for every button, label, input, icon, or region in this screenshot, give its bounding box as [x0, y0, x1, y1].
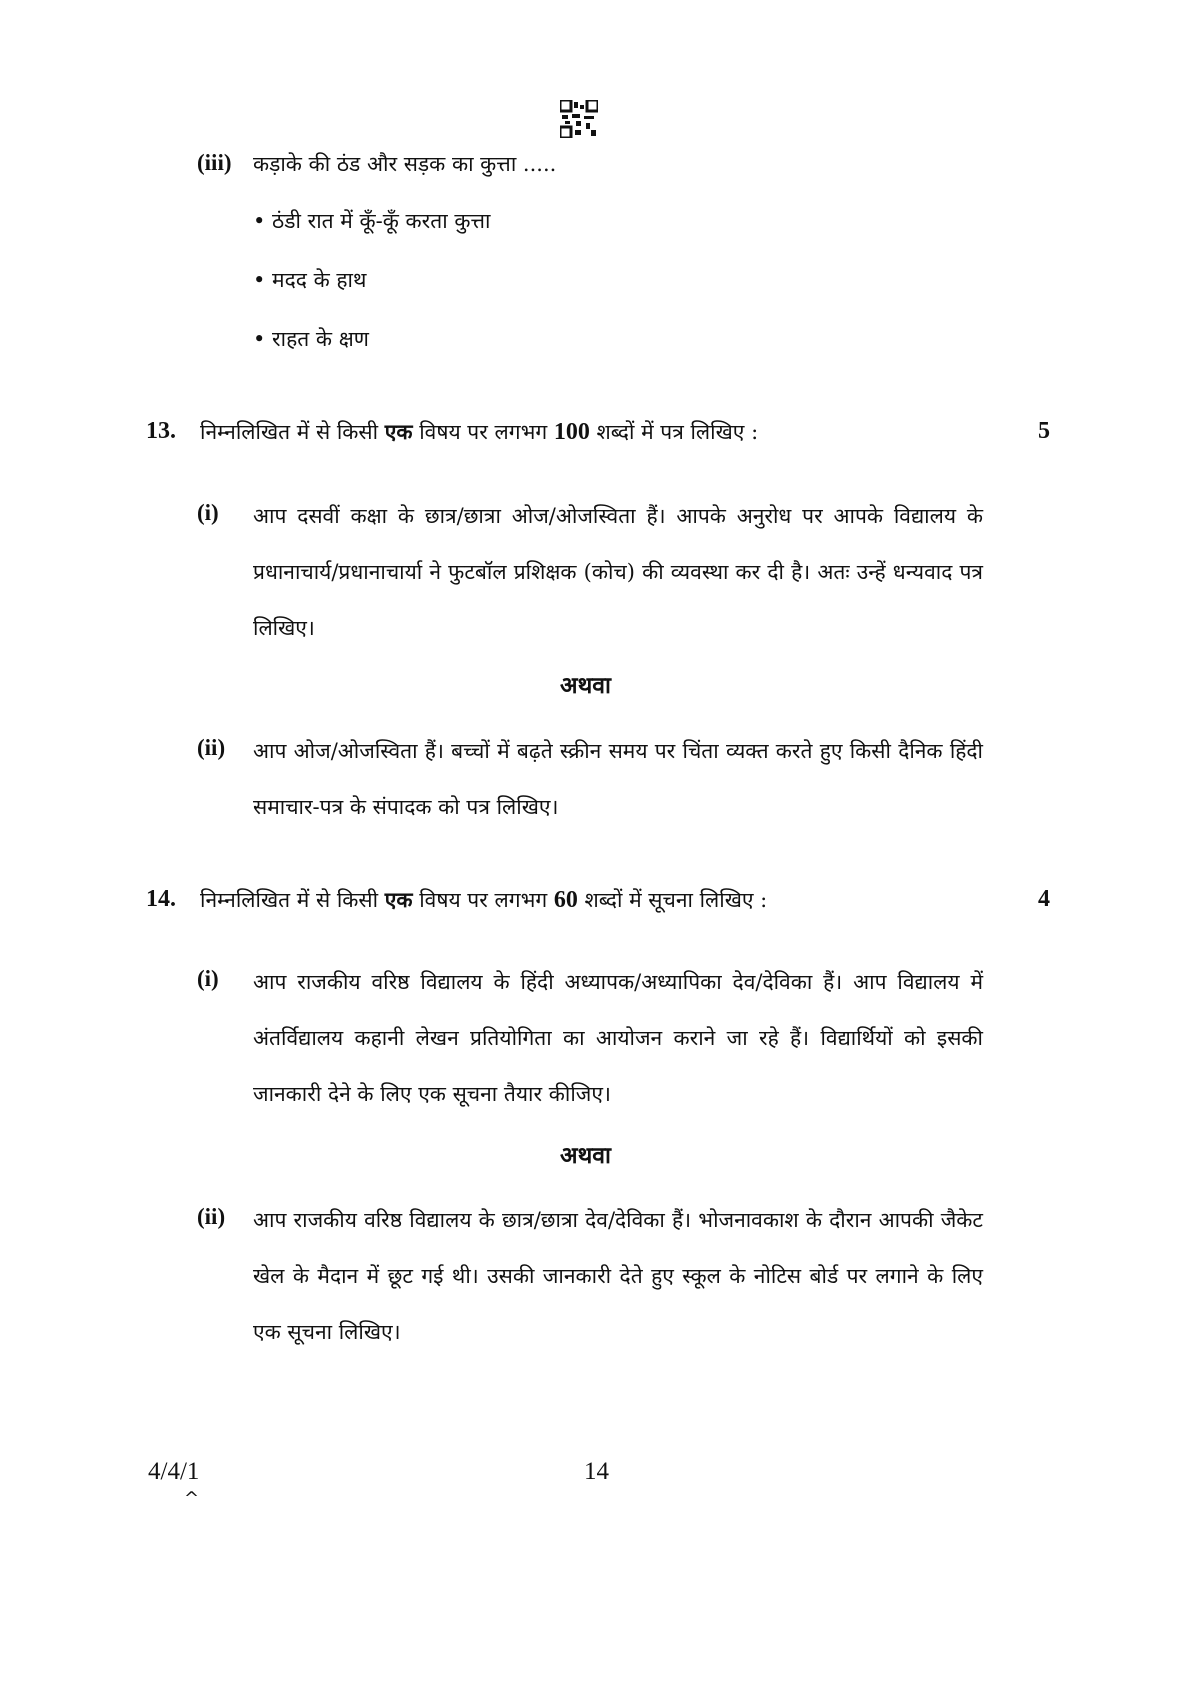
or-divider: अथवा [560, 673, 612, 698]
q13-option-text: आप ओज/ओजस्विता हैं। बच्चों में बढ़ते स्क्रीन समय पर चिंता व्यक्त करते हुए किसी दैनिक हिंदी समाचार-पत्र के संपादक को पत्र लिखिए। [253, 739, 983, 819]
prompt-bold: एक [384, 419, 413, 444]
q14-option-label: (ii) [197, 1204, 226, 1229]
word-count: 60 [553, 887, 578, 913]
q14-option-text: आप राजकीय वरिष्ठ विद्यालय के छात्र/छात्रा देव/देविका हैं। भोजनावकाश के दौरान आपकी जैकेट खेल के मैदान में छूट गई थी। उसकी जानकारी देते हुए स्कूल के नोटिस बोर्ड पर लगाने के लिए एक सूचना लिखिए। [253, 1208, 983, 1344]
word-count: 100 [553, 419, 590, 445]
qr-code-icon [560, 100, 598, 138]
q12-title: कड़ाके की ठंड और सड़क का कुत्ता ..... [253, 152, 557, 176]
prompt-part: विषय पर लगभग [419, 888, 548, 912]
q14-number: 14. [146, 886, 176, 912]
paper-code: 4/4/1 [148, 1458, 200, 1485]
q13-option-label: (ii) [197, 735, 226, 760]
prompt-part: निम्नलिखित में से किसी [200, 420, 379, 444]
q13-option-text: आप दसवीं कक्षा के छात्र/छात्रा ओज/ओजस्विता हैं। आपके अनुरोध पर आपके विद्यालय के प्रधानाचार्य/प्रधानाचार्या ने फुटबॉल प्रशिक्षक (कोच) की व्यवस्था कर दी है। अतः उन्हें धन्यवाद पत्र लिखिए। [253, 504, 983, 640]
q13-marks: 5 [1038, 418, 1050, 444]
prompt-part: शब्दों में सूचना लिखिए : [584, 888, 768, 912]
caret-mark: ^ [184, 1488, 200, 1509]
page-number: 14 [584, 1458, 609, 1485]
q14-prompt [200, 886, 767, 914]
q12-bullet: • राहत के क्षण [253, 327, 369, 351]
q13-option-label: (i) [197, 500, 219, 525]
q12-option-label: (iii) [197, 150, 232, 175]
prompt-part: शब्दों में पत्र लिखिए : [596, 420, 759, 444]
prompt-part: निम्नलिखित में से किसी [200, 888, 379, 912]
or-divider: अथवा [560, 1143, 612, 1168]
q14-option-text: आप राजकीय वरिष्ठ विद्यालय के हिंदी अध्यापक/अध्यापिका देव/देविका हैं। आप विद्यालय में अंतर्विद्यालय कहानी लेखन प्रतियोगिता का आयोजन कराने जा रहे हैं। विद्यार्थियों को इसकी जानकारी देने के लिए एक सूचना तैयार कीजिए। [253, 970, 983, 1106]
q14-option-label: (i) [197, 966, 219, 991]
prompt-bold: एक [384, 887, 413, 912]
q13-prompt [200, 418, 758, 446]
q13-number: 13. [146, 418, 176, 444]
prompt-part: विषय पर लगभग [419, 420, 548, 444]
q12-bullet: • ठंडी रात में कूँ-कूँ करता कुत्ता [253, 209, 491, 233]
q14-marks: 4 [1038, 886, 1050, 912]
q12-bullet: • मदद के हाथ [253, 268, 367, 292]
